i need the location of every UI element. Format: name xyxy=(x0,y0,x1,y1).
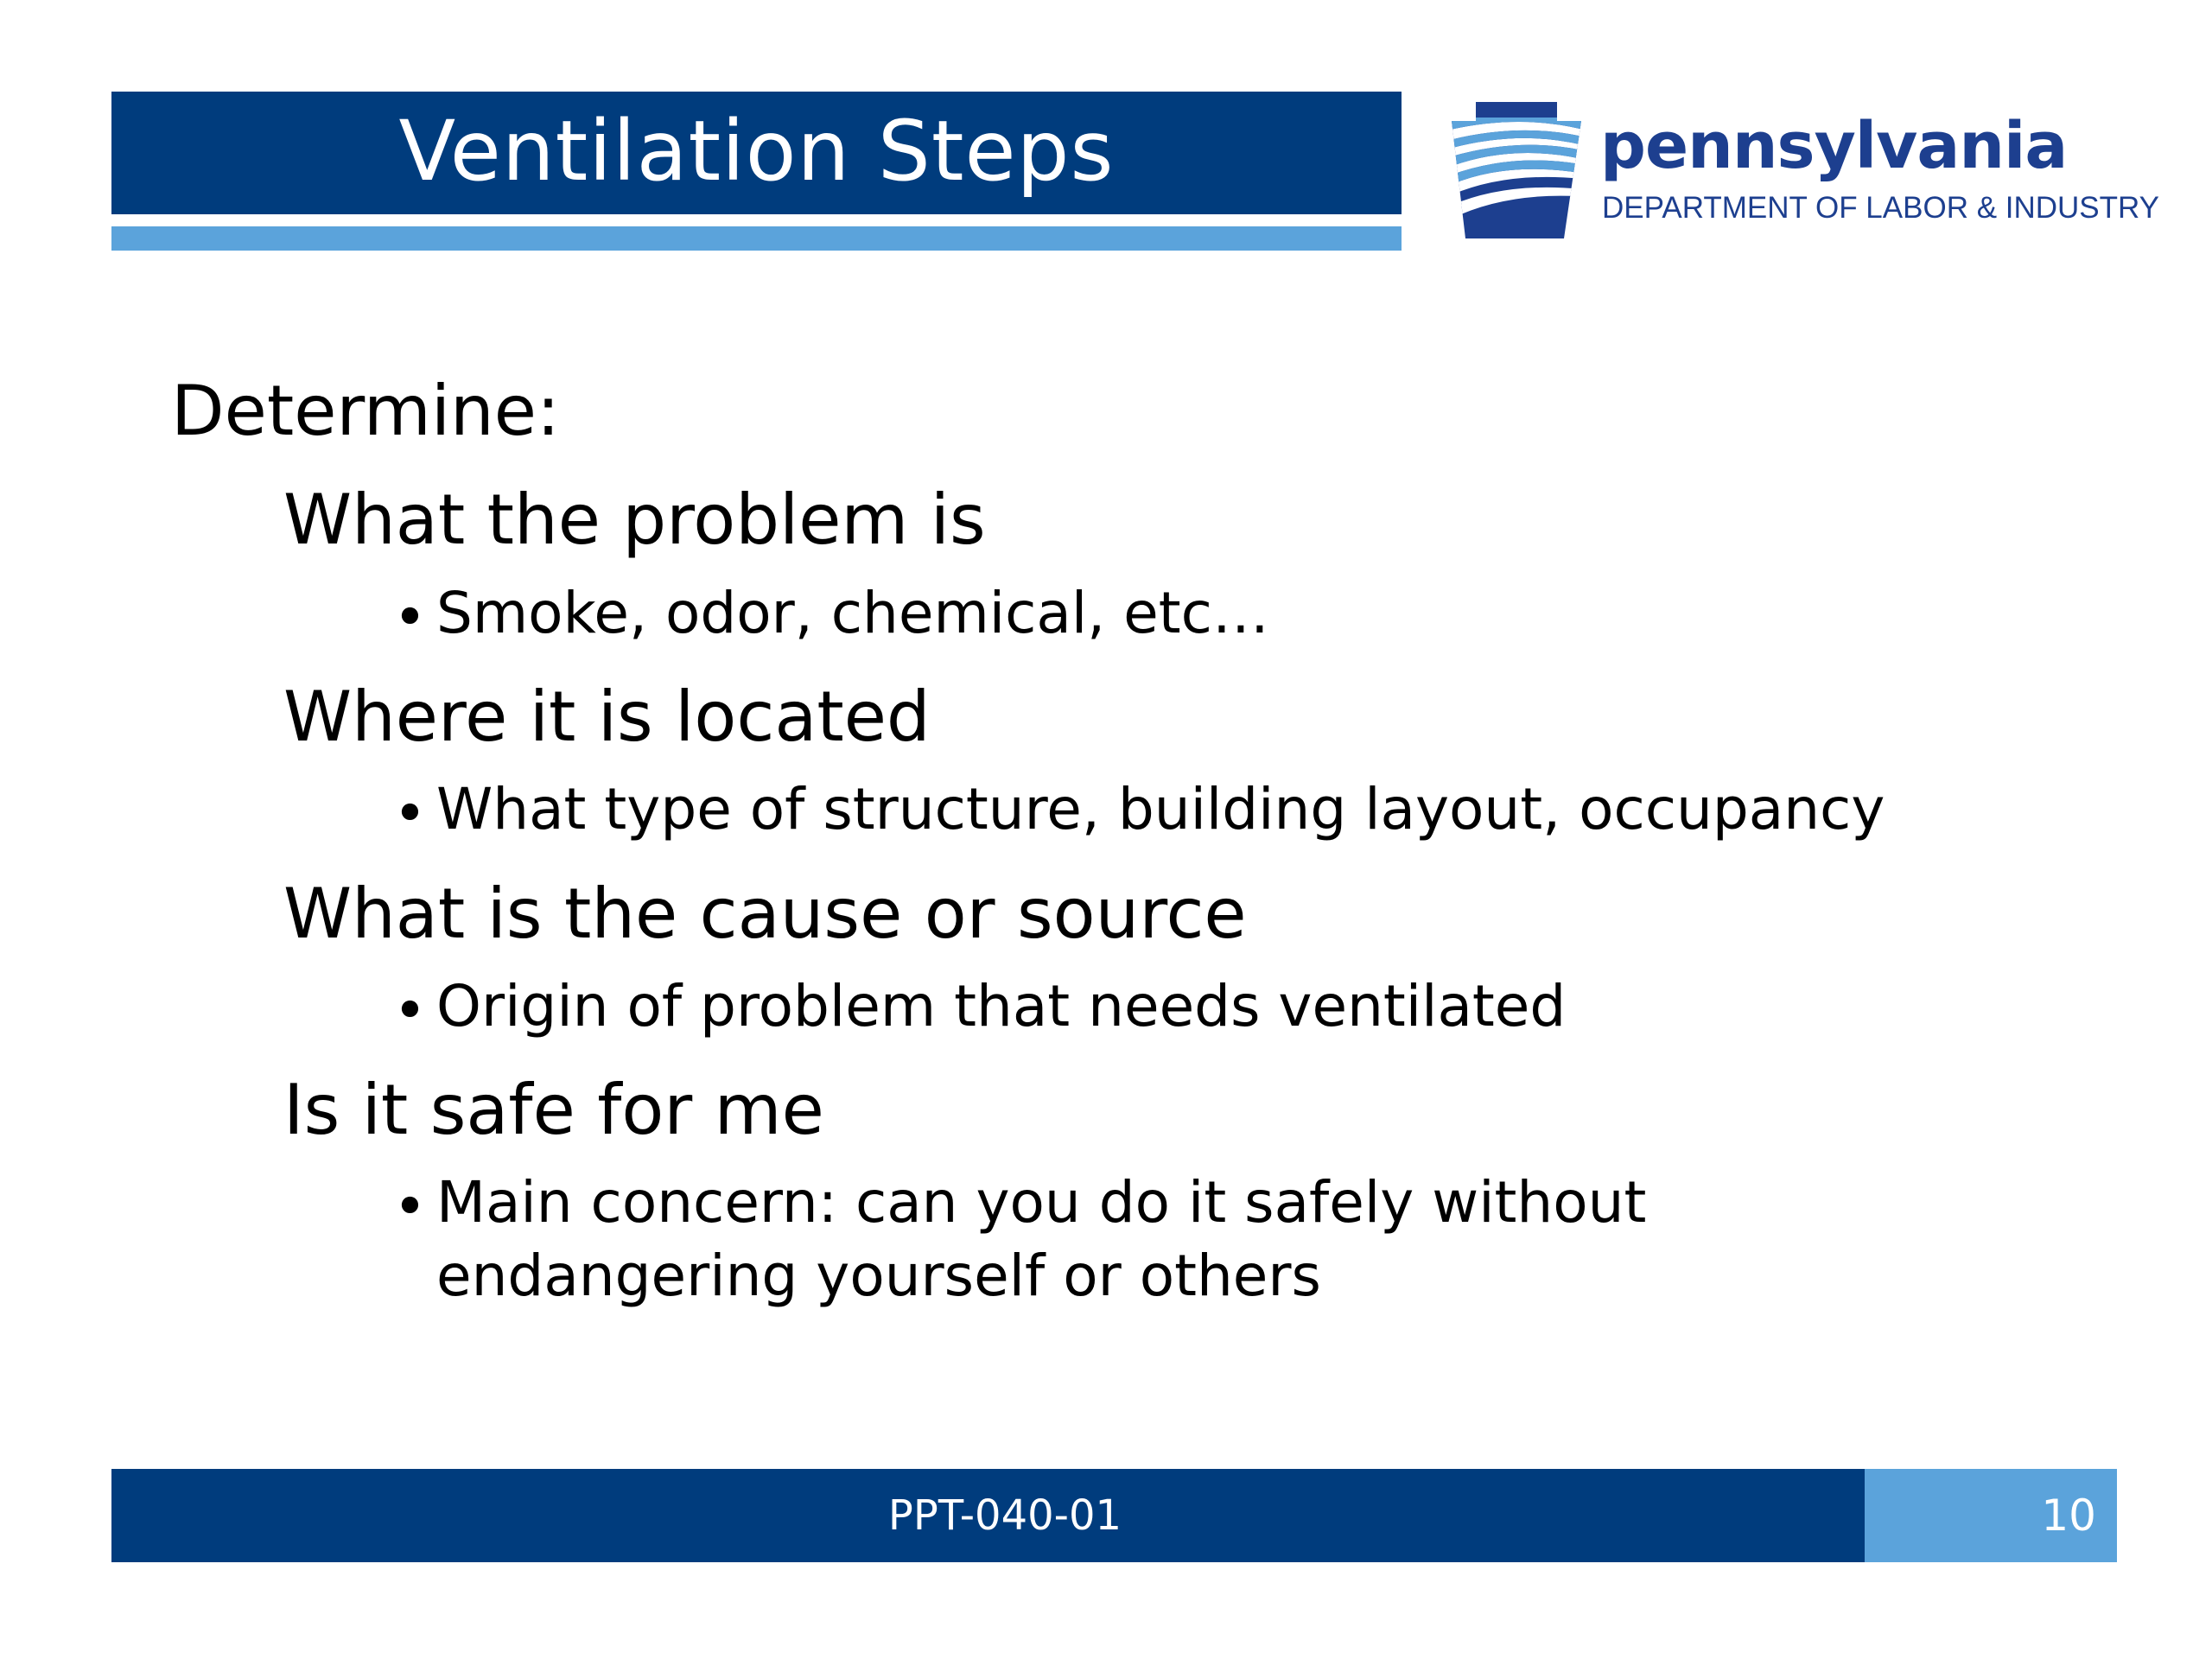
list-item-detail: Origin of problem that needs ventilated xyxy=(436,973,1567,1039)
page-number-box xyxy=(1865,1469,2117,1562)
keystone-icon xyxy=(1443,97,1590,244)
bullet-icon: • xyxy=(393,584,427,651)
body-heading: Determine: xyxy=(171,371,560,451)
bullet-icon: • xyxy=(393,780,427,847)
list-item-label: What the problem is xyxy=(283,480,986,560)
title-underline xyxy=(111,226,1402,251)
title-bar xyxy=(111,92,1402,214)
list-item-label: Where it is located xyxy=(283,677,931,757)
logo-name: pennsylvania xyxy=(1600,109,2068,183)
page-number: 10 xyxy=(2041,1491,2096,1541)
list-item-detail: Main concern: can you do it safely without xyxy=(436,1169,1647,1236)
list-item-detail: What type of structure, building layout, occupancy xyxy=(436,776,1885,842)
pa-labor-logo xyxy=(1443,97,2160,244)
footer-bar xyxy=(111,1469,1865,1562)
list-item-label: Is it safe for me xyxy=(283,1070,824,1150)
slide-title: Ventilation Steps xyxy=(398,103,1115,200)
list-item-label: What is the cause or source xyxy=(283,874,1247,954)
bullet-icon: • xyxy=(393,1173,427,1240)
logo-department: DEPARTMENT OF LABOR & INDUSTRY xyxy=(1602,191,2160,225)
footer-code: PPT-040-01 xyxy=(887,1491,1122,1540)
list-item-detail: Smoke, odor, chemical, etc… xyxy=(436,580,1269,646)
list-item-detail: endangering yourself or others xyxy=(436,1243,1321,1309)
bullet-icon: • xyxy=(393,977,427,1044)
